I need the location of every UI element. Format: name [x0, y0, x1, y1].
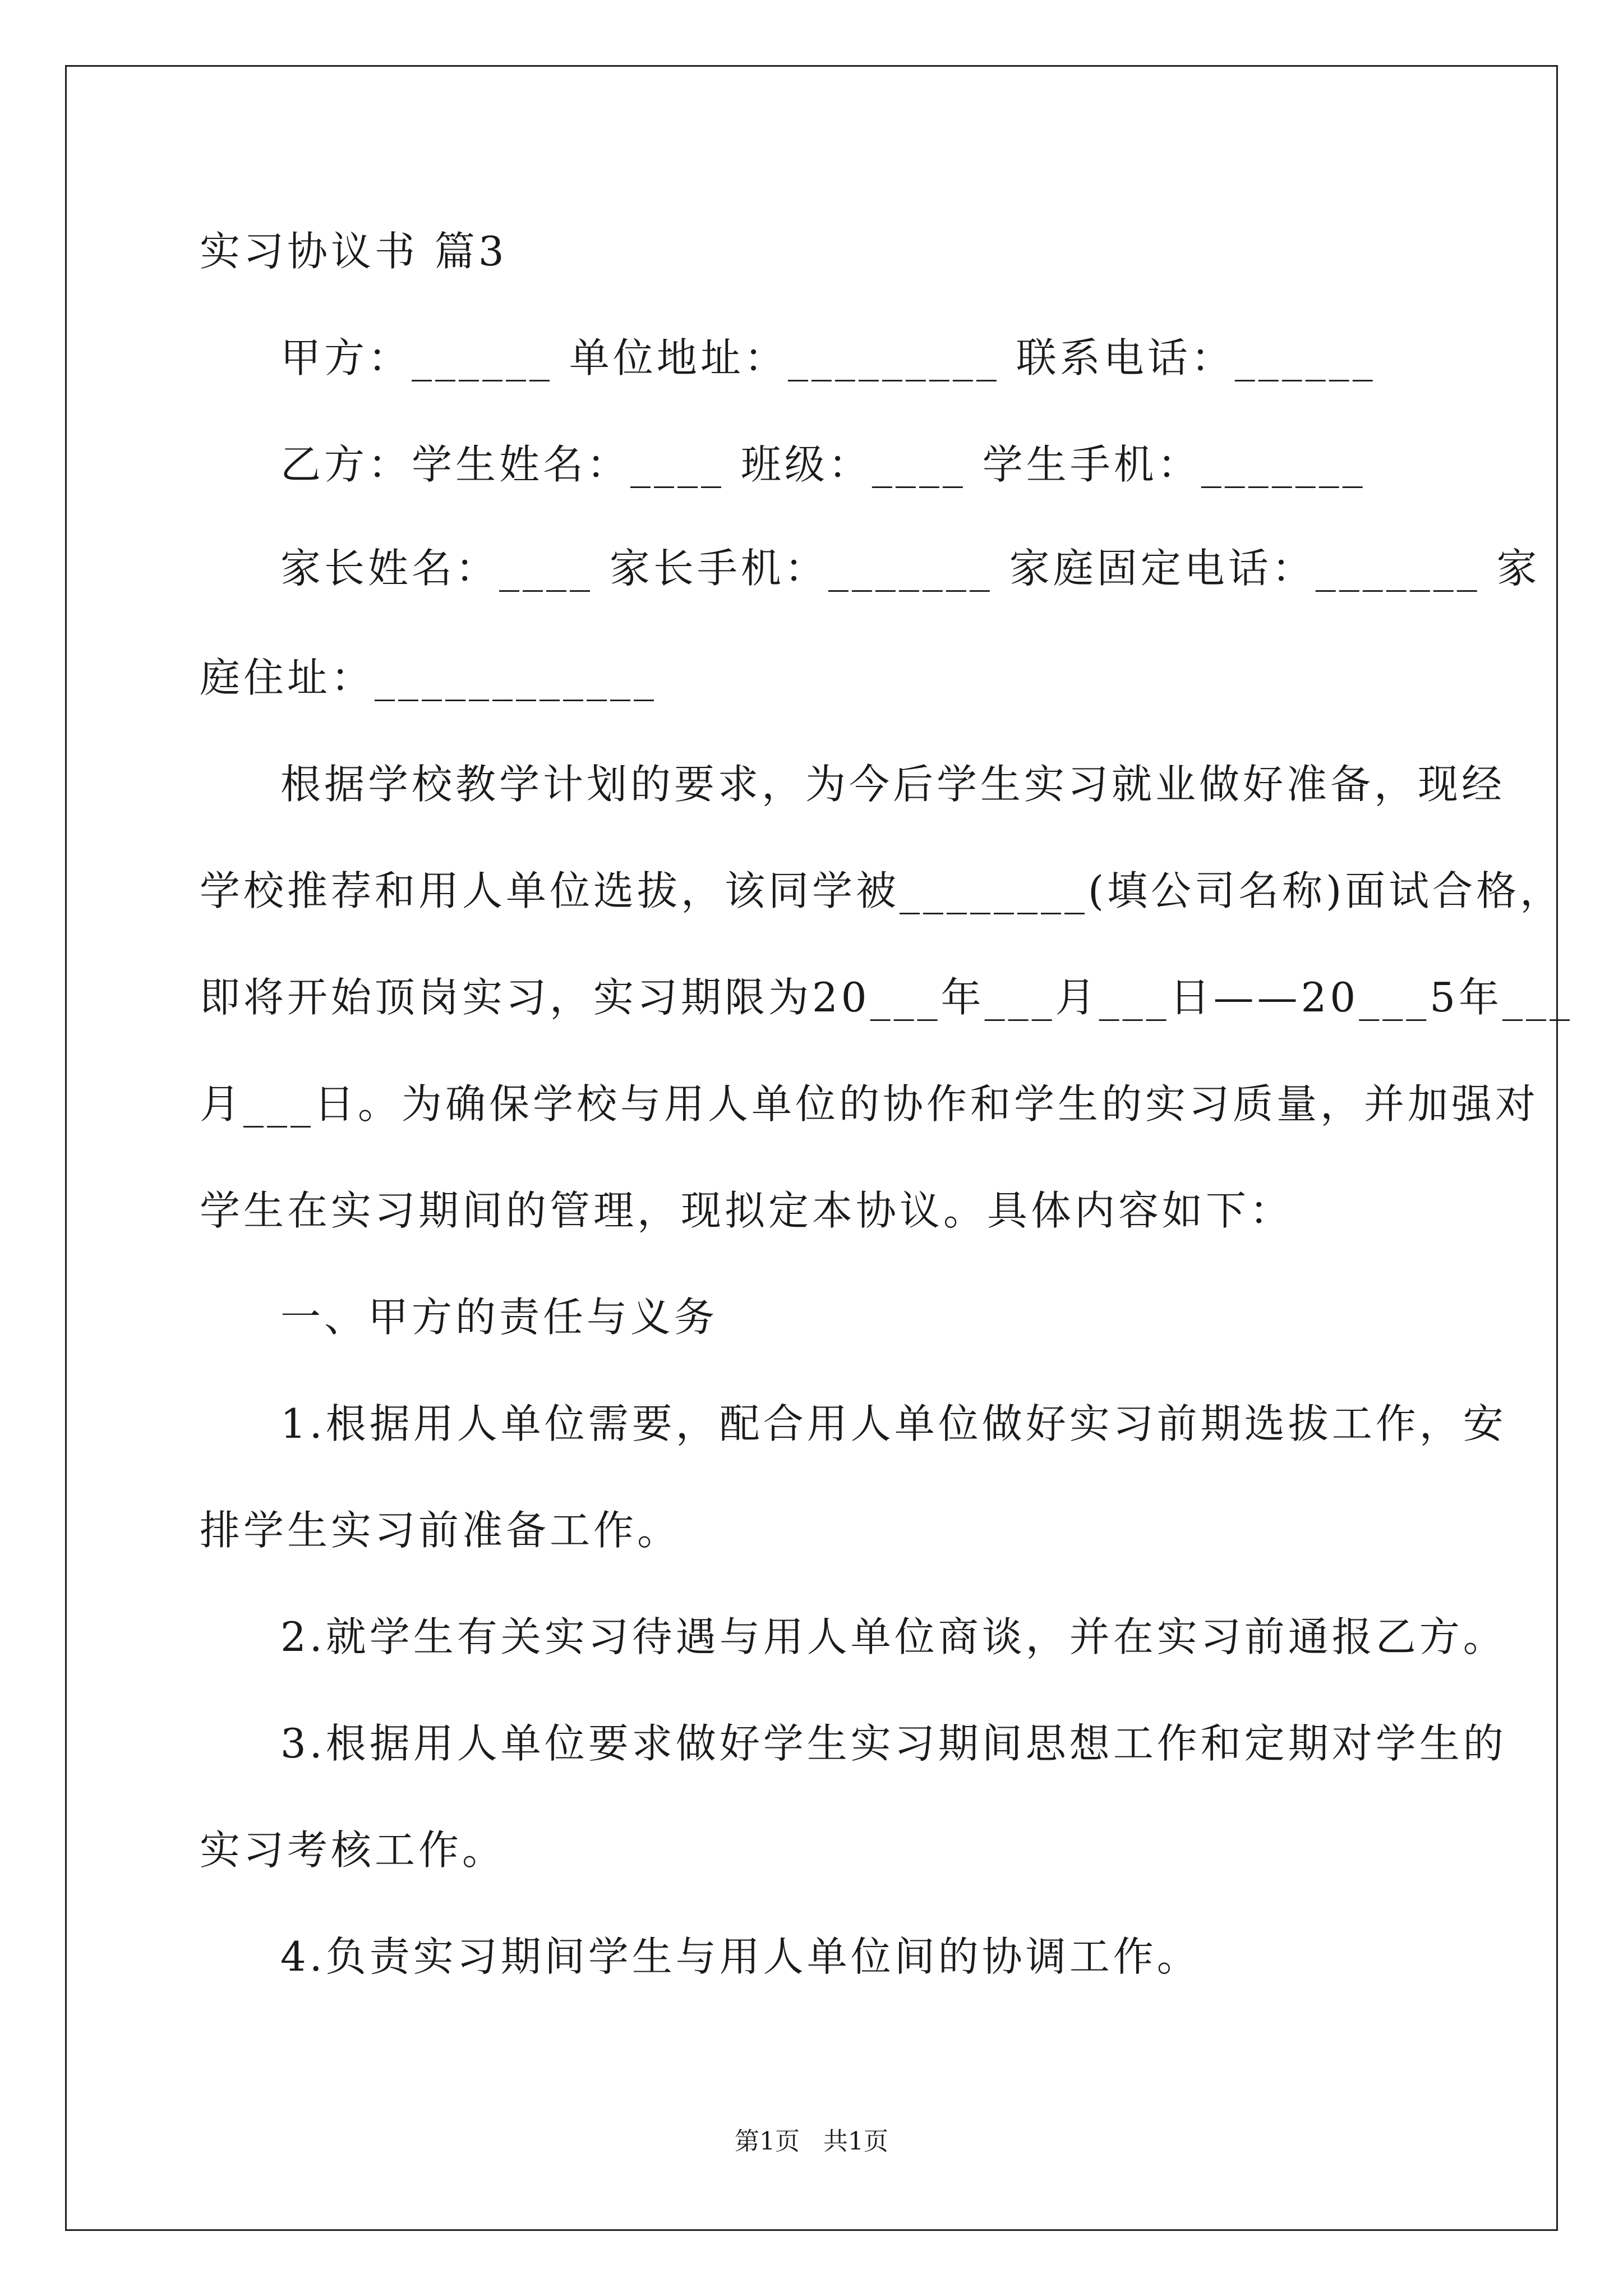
paragraph-line: 学生在实习期间的管理，现拟定本协议。具体内容如下： — [200, 1187, 1294, 1234]
party-b-line: 乙方：学生姓名：____ 班级：____ 学生手机：_______ — [280, 441, 1366, 488]
page-total: 共1页 — [823, 2127, 888, 2156]
party-a-line: 甲方：______ 单位地址：_________ 联系电话：______ — [280, 334, 1376, 381]
clause-line: 3.根据用人单位要求做好学生实习期间思想工作和定期对学生的 — [280, 1720, 1507, 1767]
page-number: 第1页 — [735, 2127, 800, 2156]
paragraph-line: 月___日。为确保学校与用人单位的协作和学生的实习质量，并加强对 — [200, 1080, 1539, 1128]
clause-line: 4.负责实习期间学生与用人单位间的协调工作。 — [280, 1933, 1201, 1980]
page-frame — [65, 65, 1558, 2231]
document-title: 实习协议书 篇3 — [200, 228, 508, 275]
page-footer — [0, 2126, 1623, 2157]
paragraph-line: 即将开始顶岗实习，实习期限为20___年___月___日——20___5年___ — [200, 974, 1574, 1021]
parent-info-line: 家长姓名：____ 家长手机：_______ 家庭固定电话：_______ 家 — [280, 545, 1541, 592]
address-line: 庭住址：____________ — [200, 654, 658, 701]
clause-line: 排学生实习前准备工作。 — [200, 1507, 681, 1554]
clause-line: 实习考核工作。 — [200, 1826, 506, 1874]
clause-line: 1.根据用人单位需要，配合用人单位做好实习前期选拔工作，安 — [280, 1400, 1507, 1447]
paragraph-line: 根据学校教学计划的要求，为今后学生实习就业做好准备，现经 — [280, 761, 1506, 808]
section-heading: 一、甲方的责任与义务 — [280, 1294, 718, 1341]
clause-line: 2.就学生有关实习待遇与用人单位商谈，并在实习前通报乙方。 — [280, 1613, 1507, 1660]
paragraph-line: 学校推荐和用人单位选拔，该同学被________(填公司名称)面试合格， — [200, 867, 1564, 914]
